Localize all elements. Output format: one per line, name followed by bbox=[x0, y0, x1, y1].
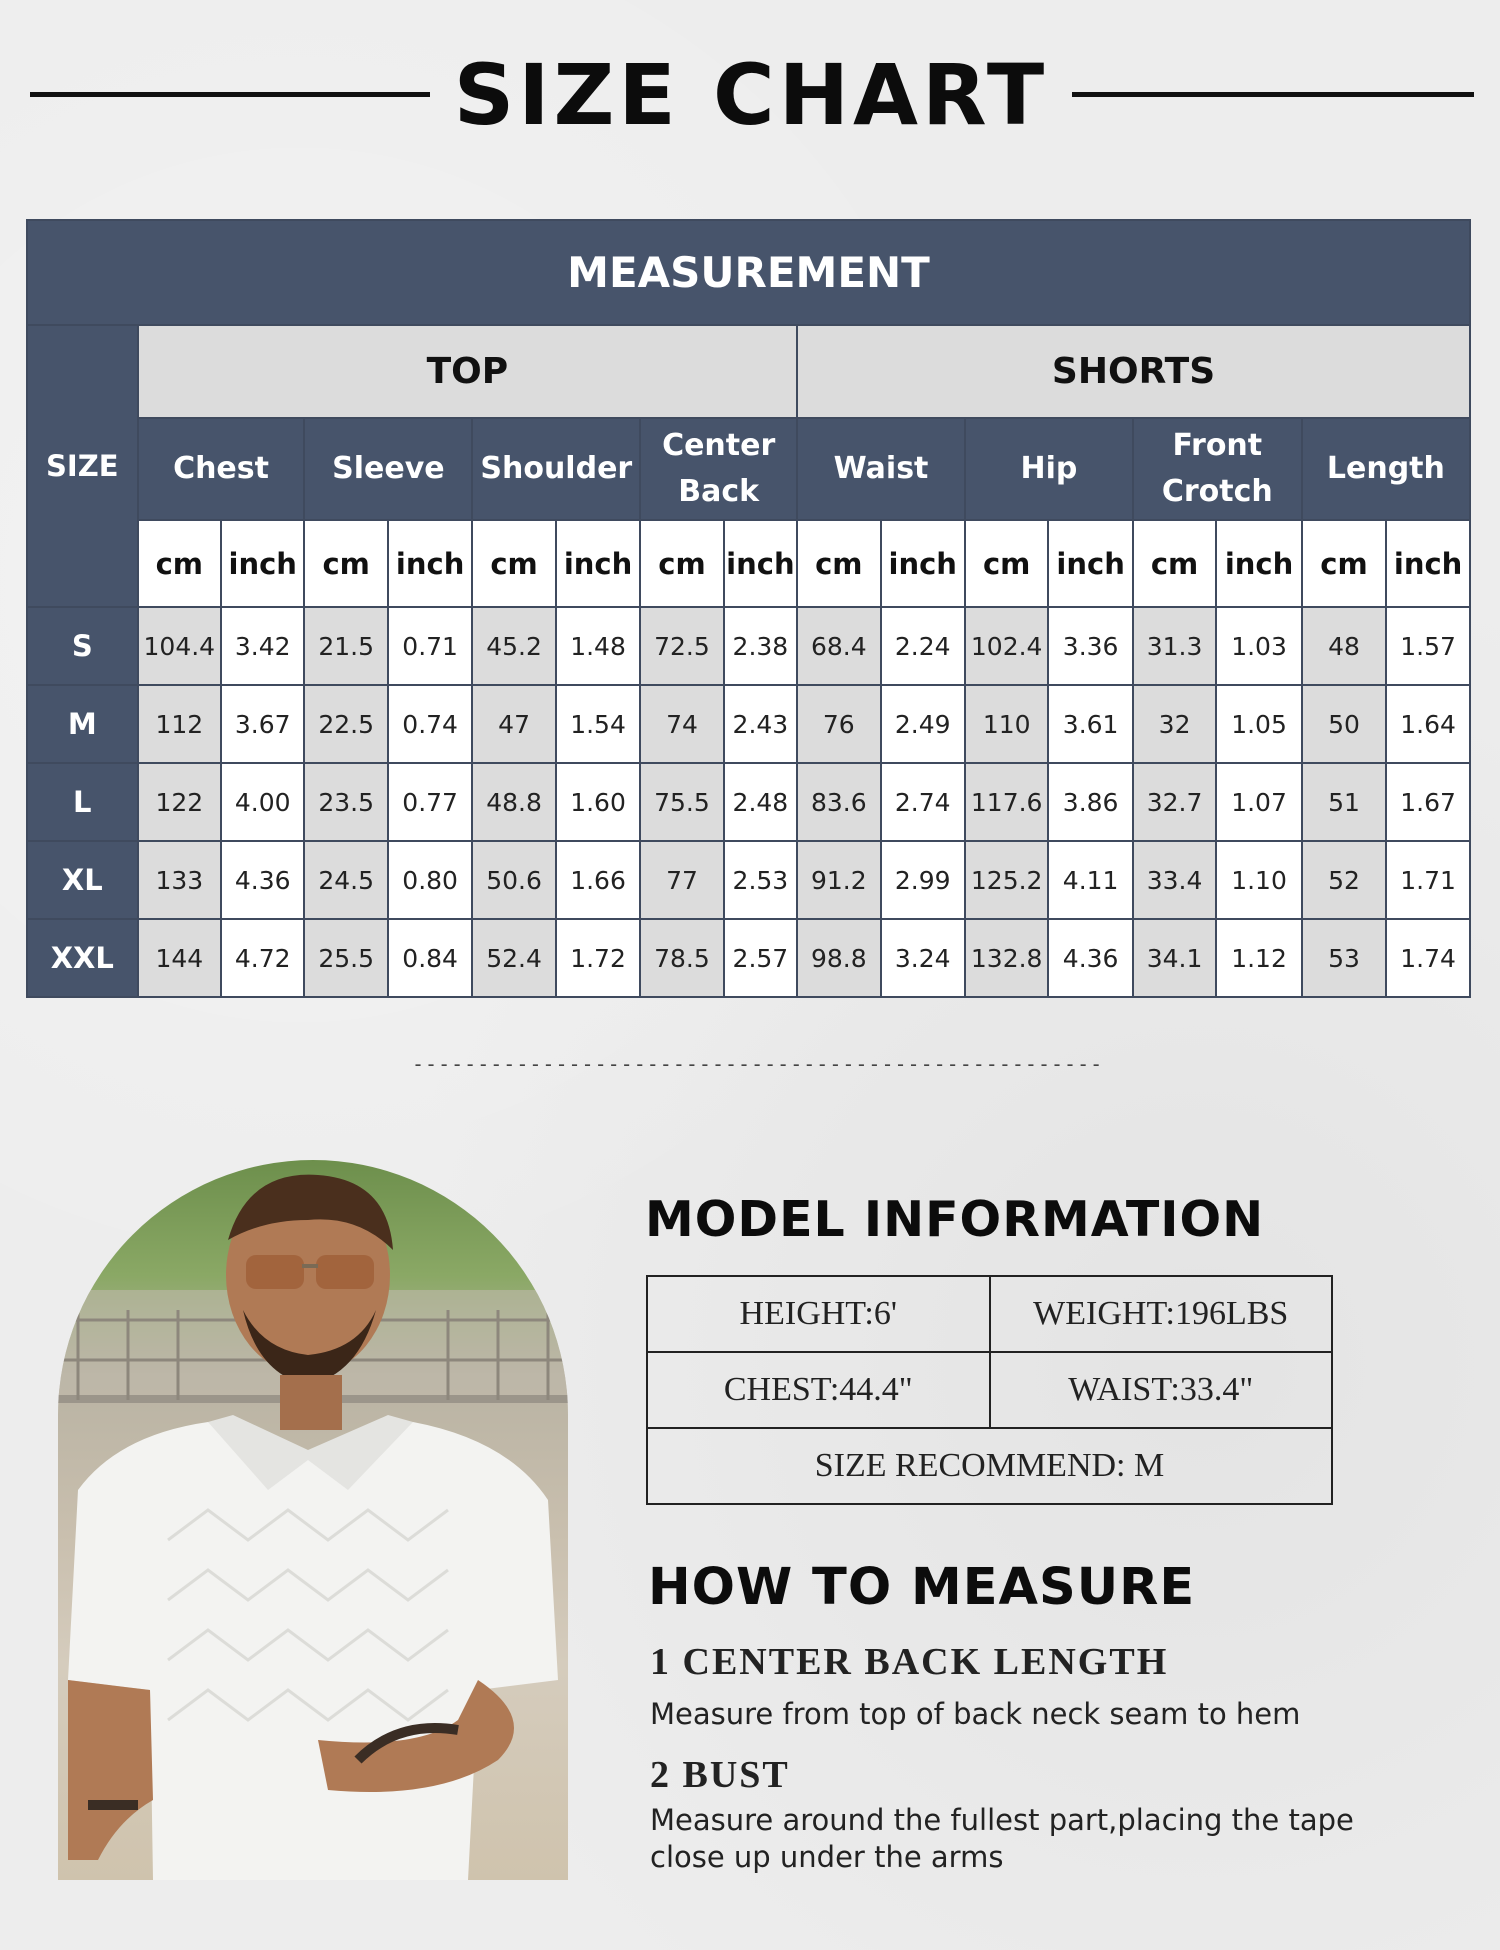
table-cell: 51 bbox=[1302, 763, 1386, 841]
table-cell: 53 bbox=[1302, 919, 1386, 997]
table-cell: 1.71 bbox=[1386, 841, 1470, 919]
table-cell: 1.54 bbox=[556, 685, 640, 763]
title-rule-left bbox=[30, 92, 430, 97]
table-cell: 4.36 bbox=[221, 841, 304, 919]
measurement-header-shoulder: Shoulder bbox=[472, 418, 640, 520]
title-rule-right bbox=[1072, 92, 1474, 97]
table-cell: 3.42 bbox=[221, 607, 304, 685]
table-cell: 2.99 bbox=[881, 841, 965, 919]
table-cell: 132.8 bbox=[965, 919, 1048, 997]
table-cell: 75.5 bbox=[640, 763, 723, 841]
table-cell: 1.60 bbox=[556, 763, 640, 841]
table-cell: 32 bbox=[1133, 685, 1216, 763]
table-cell: 2.38 bbox=[724, 607, 797, 685]
table-cell: 48 bbox=[1302, 607, 1386, 685]
unit-header-inch: inch bbox=[724, 520, 797, 607]
table-cell: 50.6 bbox=[472, 841, 555, 919]
step-bust-description: Measure around the fullest part,placing the tape close up under the arms bbox=[650, 1803, 1354, 1874]
table-cell: 1.05 bbox=[1216, 685, 1301, 763]
table-cell: 1.10 bbox=[1216, 841, 1301, 919]
table-cell: 83.6 bbox=[797, 763, 880, 841]
table-cell: 50 bbox=[1302, 685, 1386, 763]
table-cell: 76 bbox=[797, 685, 880, 763]
table-cell: 25.5 bbox=[304, 919, 387, 997]
unit-header-cm: cm bbox=[304, 520, 387, 607]
table-cell: 102.4 bbox=[965, 607, 1048, 685]
table-cell: 1.72 bbox=[556, 919, 640, 997]
table-cell: 23.5 bbox=[304, 763, 387, 841]
table-cell: 74 bbox=[640, 685, 723, 763]
model-info-heading: MODEL INFORMATION bbox=[645, 1191, 1265, 1248]
measurement-header-chest: Chest bbox=[138, 418, 305, 520]
table-cell: 2.43 bbox=[724, 685, 797, 763]
table-cell: 47 bbox=[472, 685, 555, 763]
measurement-header: MEASUREMENT bbox=[27, 220, 1470, 325]
unit-header-inch: inch bbox=[221, 520, 304, 607]
table-cell: 1.74 bbox=[1386, 919, 1470, 997]
table-cell: 1.64 bbox=[1386, 685, 1470, 763]
table-cell: 3.61 bbox=[1048, 685, 1132, 763]
step-center-back-description: Measure from top of back neck seam to hem bbox=[650, 1697, 1301, 1731]
size-label: S bbox=[27, 607, 138, 685]
size-label: XXL bbox=[27, 919, 138, 997]
step-center-back-title: 1 CENTER BACK LENGTH bbox=[650, 1641, 1169, 1683]
table-cell: 1.12 bbox=[1216, 919, 1301, 997]
table-cell: 4.36 bbox=[1048, 919, 1132, 997]
measurement-header-length: Length bbox=[1302, 418, 1470, 520]
table-cell: 2.24 bbox=[881, 607, 965, 685]
table-row bbox=[27, 919, 1470, 997]
table-cell: 1.03 bbox=[1216, 607, 1301, 685]
model-chest: CHEST:44.4" bbox=[647, 1352, 990, 1428]
step-bust-title: 2 BUST bbox=[650, 1754, 790, 1796]
table-cell: 34.1 bbox=[1133, 919, 1216, 997]
size-column-header: SIZE bbox=[27, 325, 138, 607]
how-to-measure-heading: HOW TO MEASURE bbox=[648, 1558, 1196, 1617]
size-label: L bbox=[27, 763, 138, 841]
table-cell: 0.77 bbox=[388, 763, 472, 841]
table-row bbox=[27, 763, 1470, 841]
table-cell: 104.4 bbox=[138, 607, 221, 685]
table-cell: 2.53 bbox=[724, 841, 797, 919]
unit-row bbox=[27, 520, 1470, 607]
size-chart-table bbox=[26, 219, 1471, 998]
table-cell: 0.84 bbox=[388, 919, 472, 997]
table-cell: 144 bbox=[138, 919, 221, 997]
table-cell: 22.5 bbox=[304, 685, 387, 763]
unit-header-inch: inch bbox=[1386, 520, 1470, 607]
group-header-top: TOP bbox=[138, 325, 797, 418]
table-cell: 98.8 bbox=[797, 919, 880, 997]
size-recommend: SIZE RECOMMEND: M bbox=[647, 1428, 1332, 1504]
table-cell: 125.2 bbox=[965, 841, 1048, 919]
table-cell: 68.4 bbox=[797, 607, 880, 685]
unit-header-cm: cm bbox=[472, 520, 555, 607]
unit-header-inch: inch bbox=[556, 520, 640, 607]
table-cell: 78.5 bbox=[640, 919, 723, 997]
measurement-header-center-back: Center Back bbox=[640, 418, 797, 520]
model-photo bbox=[58, 1160, 568, 1880]
table-cell: 0.80 bbox=[388, 841, 472, 919]
table-cell: 112 bbox=[138, 685, 221, 763]
table-row bbox=[27, 685, 1470, 763]
table-row bbox=[27, 607, 1470, 685]
size-label: XL bbox=[27, 841, 138, 919]
unit-header-cm: cm bbox=[797, 520, 880, 607]
model-waist: WAIST:33.4" bbox=[990, 1352, 1333, 1428]
unit-header-inch: inch bbox=[388, 520, 472, 607]
table-cell: 4.11 bbox=[1048, 841, 1132, 919]
table-cell: 2.49 bbox=[881, 685, 965, 763]
table-cell: 117.6 bbox=[965, 763, 1048, 841]
table-cell: 3.67 bbox=[221, 685, 304, 763]
unit-header-inch: inch bbox=[1048, 520, 1132, 607]
table-cell: 0.74 bbox=[388, 685, 472, 763]
unit-header-cm: cm bbox=[1302, 520, 1386, 607]
table-cell: 110 bbox=[965, 685, 1048, 763]
unit-header-inch: inch bbox=[881, 520, 965, 607]
table-cell: 31.3 bbox=[1133, 607, 1216, 685]
table-cell: 1.48 bbox=[556, 607, 640, 685]
table-cell: 32.7 bbox=[1133, 763, 1216, 841]
page-title: SIZE CHART bbox=[453, 46, 1049, 144]
table-cell: 4.00 bbox=[221, 763, 304, 841]
measurement-header-waist: Waist bbox=[797, 418, 965, 520]
unit-header-cm: cm bbox=[640, 520, 723, 607]
table-cell: 33.4 bbox=[1133, 841, 1216, 919]
table-row bbox=[27, 841, 1470, 919]
table-cell: 122 bbox=[138, 763, 221, 841]
table-cell: 3.86 bbox=[1048, 763, 1132, 841]
unit-header-cm: cm bbox=[1133, 520, 1216, 607]
table-cell: 1.57 bbox=[1386, 607, 1470, 685]
table-cell: 72.5 bbox=[640, 607, 723, 685]
unit-header-inch: inch bbox=[1216, 520, 1301, 607]
model-height: HEIGHT:6' bbox=[647, 1276, 990, 1352]
model-weight: WEIGHT:196LBS bbox=[990, 1276, 1333, 1352]
table-cell: 45.2 bbox=[472, 607, 555, 685]
table-cell: 1.66 bbox=[556, 841, 640, 919]
group-header-shorts: SHORTS bbox=[797, 325, 1470, 418]
table-cell: 2.57 bbox=[724, 919, 797, 997]
unit-header-cm: cm bbox=[965, 520, 1048, 607]
table-cell: 52.4 bbox=[472, 919, 555, 997]
table-cell: 0.71 bbox=[388, 607, 472, 685]
measurement-header-hip: Hip bbox=[965, 418, 1133, 520]
title-row bbox=[0, 45, 1500, 155]
measurement-header-sleeve: Sleeve bbox=[304, 418, 472, 520]
table-cell: 21.5 bbox=[304, 607, 387, 685]
table-cell: 3.24 bbox=[881, 919, 965, 997]
table-cell: 2.48 bbox=[724, 763, 797, 841]
table-cell: 24.5 bbox=[304, 841, 387, 919]
table-cell: 91.2 bbox=[797, 841, 880, 919]
table-cell: 52 bbox=[1302, 841, 1386, 919]
table-cell: 3.36 bbox=[1048, 607, 1132, 685]
table-cell: 2.74 bbox=[881, 763, 965, 841]
table-cell: 48.8 bbox=[472, 763, 555, 841]
section-divider: ----------------------------------------------------- bbox=[412, 1052, 1104, 1076]
table-cell: 1.67 bbox=[1386, 763, 1470, 841]
model-info-table bbox=[646, 1275, 1333, 1505]
measurement-header-front-crotch: Front Crotch bbox=[1133, 418, 1302, 520]
unit-header-cm: cm bbox=[138, 520, 221, 607]
table-cell: 133 bbox=[138, 841, 221, 919]
table-cell: 77 bbox=[640, 841, 723, 919]
model-illustration bbox=[58, 1160, 568, 1880]
size-label: M bbox=[27, 685, 138, 763]
table-cell: 4.72 bbox=[221, 919, 304, 997]
table-cell: 1.07 bbox=[1216, 763, 1301, 841]
size-table-body bbox=[27, 607, 1470, 997]
